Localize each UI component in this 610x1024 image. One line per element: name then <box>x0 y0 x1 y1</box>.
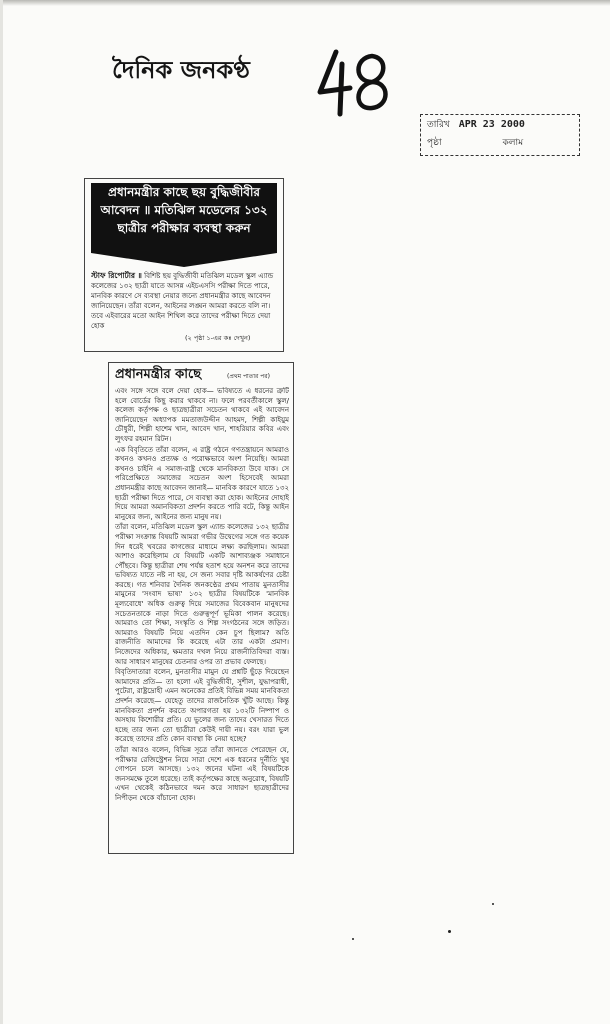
article-paragraph: তাঁরা বলেন, মতিঝিল মডেল স্কুল এ্যান্ড কলেজের ১৩২ ছাত্রীর পরীক্ষা সংক্রান্ত বিষয়টি আমরা গভীর উদ্বেগের সঙ্গে গত কয়েক দিন ধরেই খবরের কাগজের মাধ্যমে লক্ষ্য করছিলাম। আমরা আশাও করেছিলাম যে বিষয়টি একটি আশাব্যঞ্জক সমাধানে পৌঁছবে। কিন্তু ছাত্রীরা শেষ পর্যন্ত হতাশ হয়ে অনশন করে তাদের ভবিষ্যত যাতে নষ্ট না হয়, সে জন্য সবার দৃষ্টি আকর্ষণের চেষ্টা করছে। গত শনিবার দৈনিক জনকণ্ঠের প্রথম পাতায় মুনতাসীর মামুনের 'সংবাদ ভাষ্য' ১৩২ ছাত্রীর বিষয়টিকে 'মানবিক মূল্যবোধে' অধিক গুরুত্ব দিয়ে সমাজের বিবেকবান মানুষদের সচেতনতাকে নাড়া দিতে গুরুত্বপূর্ণ ভূমিকা পালন করেছে। আমরাও তো শিক্ষা, সংস্কৃতি ও শিল্প সংগঠনের সঙ্গে জড়িত। আমরাও বিষয়টি নিয়ে এতদিন কেন চুপ ছিলাম? অতি রাজনীতি আমাদের কি করেছে এটা তার একটা প্রমাণ। নিজেদের অধিকার, ক্ষমতার দখল নিয়ে রাজনীতিবিদরা ব্যস্ত। আর সাধারণ মানুষের চেতনার ওপর তা প্রভাব ফেলছে। <box>115 523 289 666</box>
stamp-date-label: তারিখ <box>427 120 450 130</box>
article-paragraph: এক বিবৃতিতে তাঁরা বলেন, এ রাষ্ট্র গঠনে গণতন্ত্রায়নে আমরাও কখনও কখনও প্রত্যক্ষ ও পরোক্ষভাবে অংশ নিয়েছি। আমরা কখনও চাইনি এ সমাজ-রাষ্ট্র থেকে মানবিকতা উবে যাক। সে পরিপ্রেক্ষিতে সমাজের সচেতন অংশ হিসেবেই আমরা প্রধানমন্ত্রীর কাছে আবেদন জানাই— মানবিক কারণে যাতে ১৩২ ছাত্রী পরীক্ষা দিতে পারে, সে ব্যবস্থা করা হোক। আইনের দোহাই দিয়ে আমরা অমানবিকতা প্রদর্শন করতে পারি বটে, কিন্তু আইন মানুষের জন্য, আইনের জন্য মানুষ নয়। <box>115 445 289 521</box>
article-byline: স্টাফ রিপোর্টার ॥ <box>91 271 142 280</box>
handwritten-page-number <box>314 48 394 118</box>
stamp-page-row <box>427 135 523 151</box>
continued-note: (২ পৃষ্ঠা ১-এর কঃ দেখুন) <box>185 334 251 342</box>
article-paragraph: বিবৃতিদাতারা বলেন, মুনতাসীর মামুন যে প্রশ্নটি ছুঁড়ে দিয়েছেন আমাদের প্রতি— তা হলো এই বুদ্ধিজীবী, সুশীল, যুদ্ধাপরাধী, পুটেরা, রাষ্ট্রদ্রোহী এমন অনেকের প্রতিই বিভিন্ন সময় মানবিকতা প্রদর্শন করেছে— যেহেতু তাদের রাজনৈতিক খুঁটি আছে। কিন্তু মানবিকতা প্রদর্শন করতে অপারগতা হয় ১৩২টি নিষ্পাপ ও অসহায় কিশোরীর প্রতি। যে ভুলের জন্য তাদের খেসারত দিতে হচ্ছে তার জন্য তো ছাত্রীরা কেউই দায়ী নয়। বরং যারা ভুল করেছে তাদের প্রতি কোন ব্যবস্থা কি নেয়া হচ্ছে? <box>115 668 289 744</box>
scan-left-edge <box>0 0 3 1024</box>
continuation-from-note: (প্রথম পাতার পর) <box>227 373 270 380</box>
article-lead-text: বিশিষ্ট ছয় বুদ্ধিজীবী মতিঝিল মডেল স্কুল এ্যান্ড কলেজের ১৩২ ছাত্রী যাতে আসন্ন এইচএসসি পরীক্ষা দিতে পারে, মানবিক কারণে সে ব্যবস্থা নেয়ার জন্যে প্রধানমন্ত্রীর কাছে আবেদন জানিয়েছেন। তাঁরা বলেন, আইনের লঙ্ঘন আমরা করতে বলি না। তবে এইবারের মতো আইন শিথিল করে তাদের পরীক্ষা দিতে দেয়া হোক <box>91 272 274 330</box>
article-headline: প্রধানমন্ত্রীর কাছে ছয় বুদ্ধিজীবীর আবেদন ॥ মতিঝিল মডেলের ১৩২ ছাত্রীর পরীক্ষার ব্যবস্থা করুন <box>100 185 268 235</box>
newspaper-masthead: দৈনিক জনকণ্ঠ <box>112 55 250 84</box>
archive-date-stamp <box>420 114 580 156</box>
scan-top-edge <box>0 0 610 6</box>
stamp-date-value: APR 23 2000 <box>458 119 525 130</box>
stamp-column-label: কলাম <box>502 138 524 148</box>
scan-speck <box>492 903 494 905</box>
headline-banner <box>91 183 277 267</box>
continuation-title: প্রধানমন্ত্রীর কাছে <box>115 367 202 382</box>
article-paragraph: এবং সঙ্গে সঙ্গে বলে দেয়া হোক— ভবিষ্যতে এ ধরনের ত্রুটি হলে বোর্ডের কিছু করার থাকবে না। ফলে পরবর্তীকালে স্কুল/কলেজ কর্তৃপক্ষ ও ছাত্রছাত্রীরা সচেতন থাকবে এই আবেদন জানিয়েছেন অধ্যাপক মমতাজউদ্দীন আহমদ, শিল্পী কাইয়ুম চৌধুরী, শিল্পী হাশেম খান, আবেদ খান, শাহরিয়ার কবির এবং লুৎফর রহমান রিটন। <box>115 387 289 443</box>
scan-speck <box>352 938 354 940</box>
scan-speck <box>448 930 451 933</box>
article-clipping-continuation <box>108 362 294 854</box>
stamp-date-row <box>427 117 525 133</box>
stamp-page-label: পৃষ্ঠা <box>427 138 442 148</box>
article-paragraph: তাঁরা আরও বলেন, বিভিন্ন সূত্রে তাঁরা জানতে পেরেছেন যে, পরীক্ষার রেজিস্ট্রেশন নিয়ে সারা দেশে এক ধরনের দুর্নীতি খুব গোপনে চলে আসছে। ১৩২ জনের ঘটনা এই বিষয়টিকে জনসমক্ষে তুলে ধরেছে। তাই কর্তৃপক্ষের কাছে অনুরোধ, বিষয়টি এখন থেকেই কঠিনভাবে দমন করে সাধারণ ছাত্রছাত্রীদের নিপীড়ন থেকে বাঁচানো হোক। <box>115 745 289 802</box>
article-clipping-front <box>84 178 284 352</box>
article-body <box>115 387 289 853</box>
article-lead <box>91 271 279 331</box>
